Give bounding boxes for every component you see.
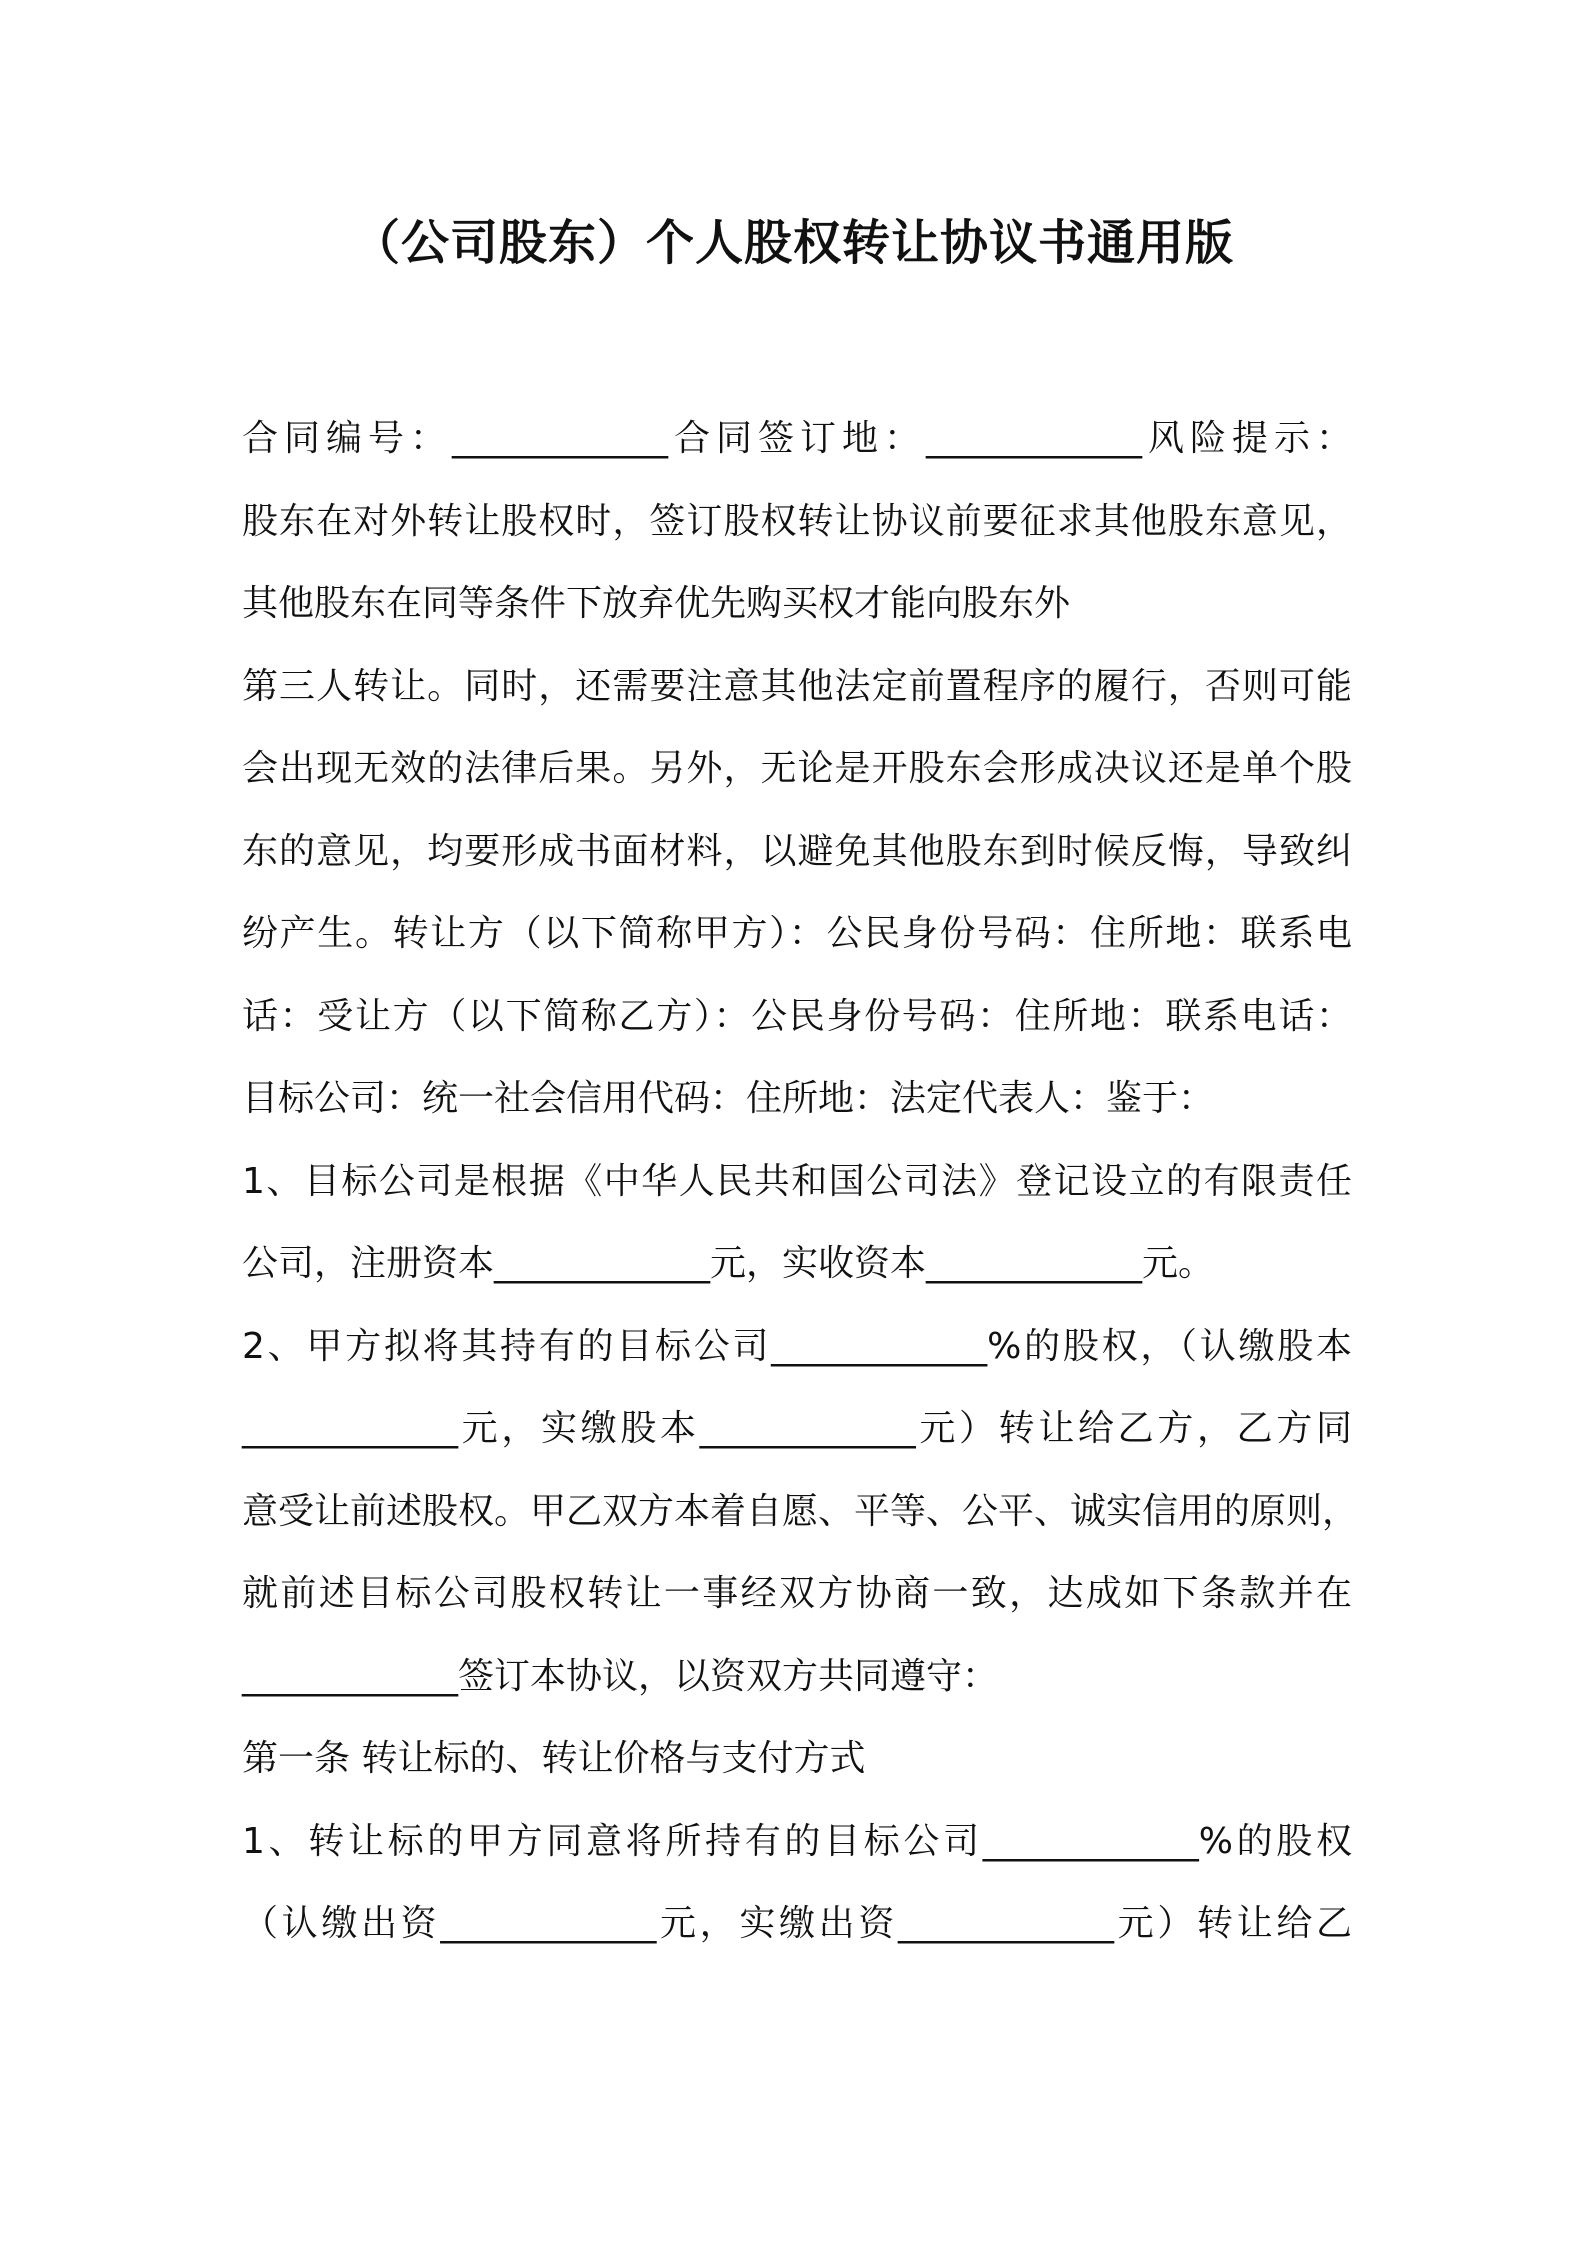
text-line: ____________元，实缴股本____________元）转让给乙方，乙方同	[242, 1408, 1352, 1449]
text-line: 会出现无效的法律后果。另外，无论是开股东会形成决议还是单个股	[242, 748, 1352, 789]
text-line: 其他股东在同等条件下放弃优先购买权才能向股东外	[242, 583, 1071, 624]
document-title: （公司股东）个人股权转让协议书通用版	[351, 215, 1234, 271]
text-line: 1、转让标的甲方同意将所持有的目标公司____________%的股权	[242, 1820, 1352, 1862]
text-line: 2、甲方拟将其持有的目标公司____________%的股权，（认缴股本	[242, 1325, 1352, 1367]
text-line: 目标公司：统一社会信用代码：住所地：法定代表人：鉴于：	[242, 1078, 1215, 1119]
text-line: （认缴出资____________元，实缴出资____________元）转让给乙	[242, 1903, 1352, 1944]
text-line: 东的意见，均要形成书面材料，以避免其他股东到时候反悔，导致纠	[242, 830, 1352, 872]
text-line: 意受让前述股权。甲乙双方本着自愿、平等、公平、诚实信用的原则，	[242, 1490, 1359, 1532]
text-line: 纷产生。转让方（以下简称甲方）：公民身份号码：住所地：联系电	[242, 913, 1352, 954]
text-line: 股东在对外转让股权时，签订股权转让协议前要征求其他股东意见，	[242, 500, 1352, 542]
text-line: ____________签订本协议，以资双方共同遵守：	[242, 1655, 999, 1697]
text-line: 1、目标公司是根据《中华人民共和国公司法》登记设立的有限责任	[242, 1160, 1352, 1202]
text-line: 话：受让方（以下简称乙方）：公民身份号码：住所地：联系电话：	[242, 995, 1352, 1037]
document-body	[242, 398, 1359, 1966]
text-line: 第三人转让。同时，还需要注意其他法定前置程序的履行，否则可能	[242, 665, 1352, 707]
text-line: 第一条 转让标的、转让价格与支付方式	[242, 1738, 866, 1779]
text-line: 公司，注册资本____________元，实收资本____________元。	[242, 1243, 1215, 1284]
text-line: 就前述目标公司股权转让一事经双方协商一致，达成如下条款并在	[242, 1573, 1352, 1614]
text-line: 合同编号：____________合同签订地：____________风险提示：	[242, 418, 1352, 459]
